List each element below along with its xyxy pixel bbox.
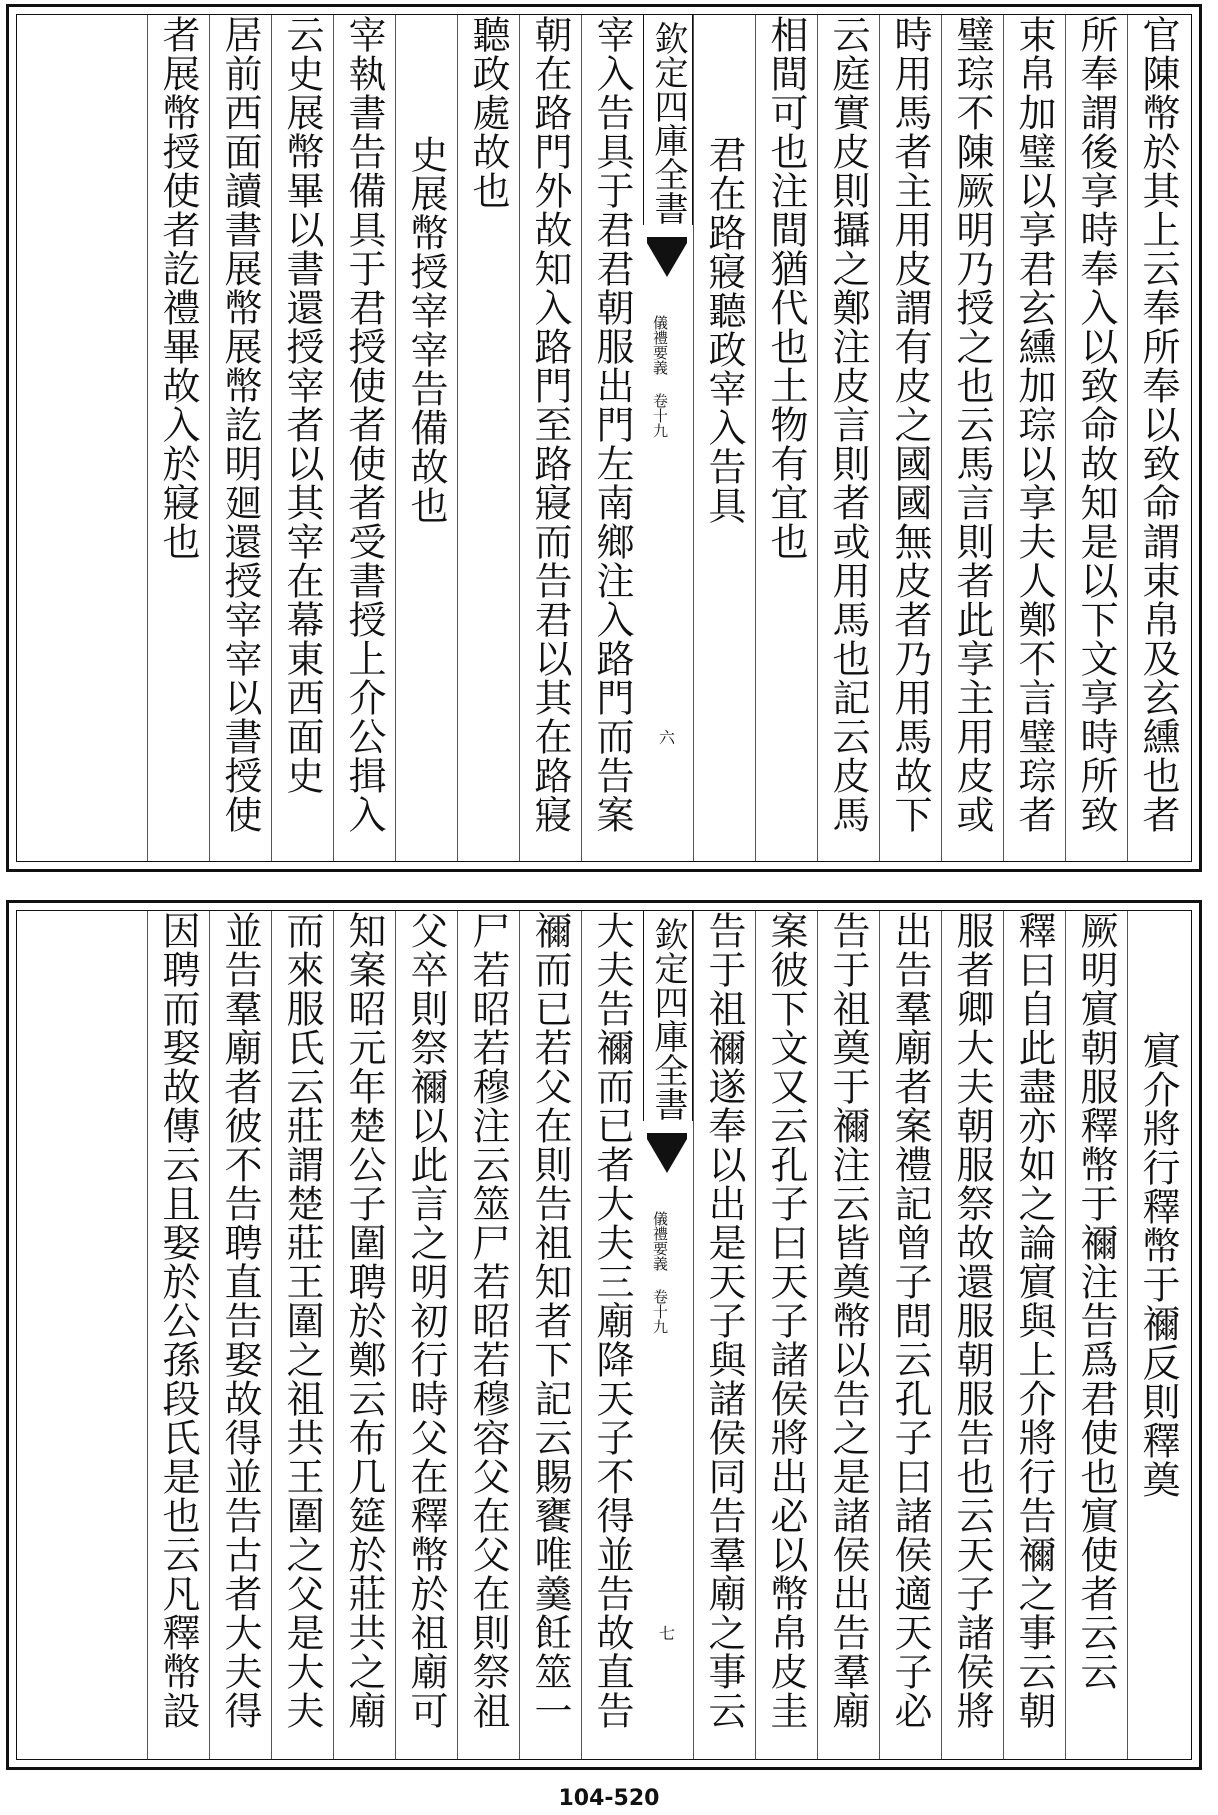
top-text-column: 相間可也注間猶代也土物有宜也 (764, 15, 808, 561)
column-rule (457, 911, 458, 1759)
bottom-text-column: 釋曰自此盡亦如之論賔與上介將行告禰之事云朝 (1012, 911, 1056, 1730)
column-rule (817, 15, 818, 861)
center-title-band (643, 15, 693, 225)
column-rule (519, 911, 520, 1759)
bottom-page (6, 900, 1202, 1770)
column-rule (333, 15, 334, 861)
column-rule (271, 911, 272, 1759)
bottom-text-column: 案彼下文又云孔子曰天子諸侯將出必以幣帛皮圭 (764, 911, 808, 1730)
column-rule (1003, 15, 1004, 861)
column-rule (395, 911, 396, 1759)
column-rule (941, 15, 942, 861)
top-text-column: 君在路寢聽政宰入告具 (702, 135, 746, 525)
bottom-text-column: 知案昭元年楚公子圍聘於鄭云布几筵於莊共之廟 (342, 911, 386, 1730)
bottom-text-column: 尸若昭若穆注云筮尸若昭若穆容父在父在則祭祖 (466, 911, 510, 1730)
top-text-column: 云庭實皮則攝之鄭注皮言則者或用馬也記云皮馬 (826, 15, 870, 834)
bottom-text-column: 父卒則祭禰以此言之明初行時父在釋幣於祖廟可 (404, 911, 448, 1730)
bottom-text-column: 禰而已若父在則告祖知者下記云賜饔唯羹飪筮一 (528, 911, 572, 1730)
top-center-band (643, 15, 693, 861)
column-rule (1065, 15, 1066, 861)
column-rule (209, 15, 210, 861)
top-text-column: 云史展幣畢以書還授宰者以其宰在幕東西面史 (280, 15, 324, 795)
top-text-column: 宰入告具于君君朝服出門左南鄉注入路門而告案 (590, 15, 634, 834)
column-rule (395, 15, 396, 861)
bottom-text-column: 賔介將行釋幣于禰反則釋奠 (1136, 1031, 1180, 1499)
bottom-center-band (643, 911, 693, 1759)
top-text-column: 宰執書告備具于君授使者使者受書授上介公揖入 (342, 15, 386, 834)
column-rule (147, 15, 148, 861)
top-text-column: 官陳幣於其上云奉所奉以致命謂束帛及玄纁也者 (1136, 15, 1180, 834)
fish-tail-icon (647, 1133, 687, 1173)
bottom-text-column: 大夫告禰而已者大夫三廟降天子不得並告故直告 (590, 911, 634, 1730)
column-rule (879, 15, 880, 861)
column-rule (581, 911, 582, 1759)
volume-label: 儀禮要義 卷十九 (651, 315, 669, 438)
top-text-column: 束帛加璧以享君玄纁加琮以享夫人鄭不言璧琮者 (1012, 15, 1056, 834)
bottom-text-column: 告于祖奠于禰注云皆奠幣以告之是諸侯出告羣廟 (826, 911, 870, 1730)
bottom-text-column: 告于祖禰遂奉以出是天子與諸侯同告羣廟之事云 (702, 911, 746, 1730)
top-text-column: 史展幣授宰宰告備故也 (404, 135, 448, 525)
center-title: 欽定四庫全書 (648, 917, 688, 1121)
column-rule (693, 15, 694, 861)
page-footer-number: 104-520 (558, 1786, 660, 1811)
column-rule (693, 911, 694, 1759)
column-rule (519, 15, 520, 861)
top-text-column: 居前西面讀書展幣展幣訖明廻還授宰宰以書授使 (218, 15, 262, 834)
column-rule (1127, 15, 1128, 861)
column-rule (271, 15, 272, 861)
page-number: 七 (659, 1624, 676, 1643)
column-rule (1003, 911, 1004, 1759)
page-number: 六 (659, 728, 676, 747)
top-page-frame (16, 14, 1192, 862)
center-title-band (643, 911, 693, 1121)
bottom-text-column: 出告羣廟者案禮記曾子問云孔子曰諸侯適天子必 (888, 911, 932, 1730)
volume-label: 儀禮要義 卷十九 (651, 1211, 669, 1334)
column-rule (941, 911, 942, 1759)
top-text-column: 聽政處故也 (466, 15, 510, 210)
column-rule (879, 911, 880, 1759)
column-rule (333, 911, 334, 1759)
bottom-page-frame (16, 910, 1192, 1760)
top-text-column: 璧琮不陳厥明乃授之也云馬言則者此享主用皮或 (950, 15, 994, 834)
top-text-column: 時用馬者主用皮謂有皮之國國無皮者乃用馬故下 (888, 15, 932, 834)
bottom-text-column: 厥明賔朝服釋幣于禰注告爲君使也賔使者云云 (1074, 911, 1118, 1691)
bottom-text-column: 因聘而娶故傳云且娶於公孫段氏是也云凡釋幣設 (156, 911, 200, 1730)
bottom-text-column: 服者卿大夫朝服祭故還服朝服告也云天子諸侯將 (950, 911, 994, 1730)
column-rule (581, 15, 582, 861)
column-rule (755, 911, 756, 1759)
bottom-text-column: 並告羣廟者彼不告聘直告娶故得並告古者大夫得 (218, 911, 262, 1730)
column-rule (457, 15, 458, 861)
bottom-text-column: 而來服氏云莊謂楚莊王圍之祖共王圍之父是大夫 (280, 911, 324, 1730)
column-rule (817, 911, 818, 1759)
top-text-column: 朝在路門外故知入路門至路寢而告君以其在路寢 (528, 15, 572, 834)
top-text-column: 所奉謂後享時奉入以致命故知是以下文享時所致 (1074, 15, 1118, 834)
top-page (6, 4, 1202, 872)
column-rule (147, 911, 148, 1759)
column-rule (755, 15, 756, 861)
column-rule (1065, 911, 1066, 1759)
center-title: 欽定四庫全書 (648, 21, 688, 225)
top-text-column: 者展幣授使者訖禮畢故入於寢也 (156, 15, 200, 561)
column-rule (209, 911, 210, 1759)
column-rule (1127, 911, 1128, 1759)
fish-tail-icon (647, 237, 687, 277)
